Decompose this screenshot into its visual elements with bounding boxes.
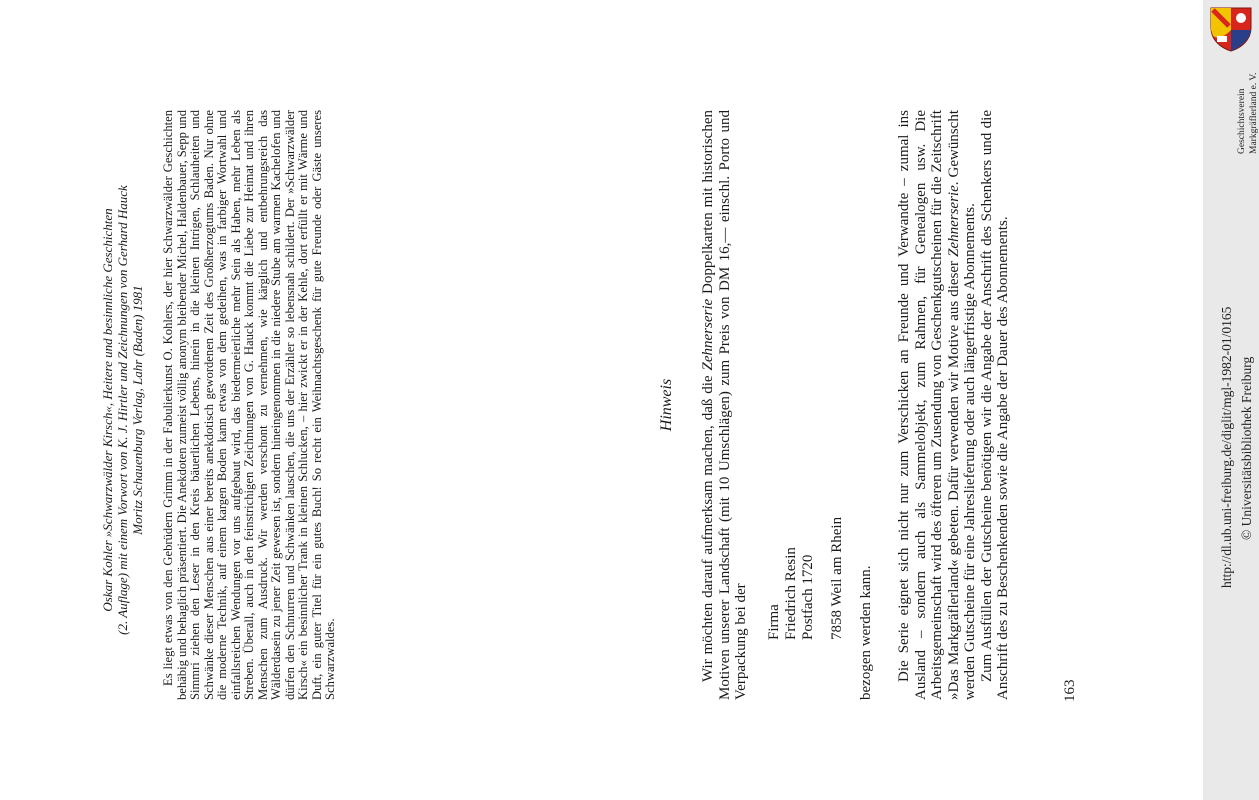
- hinweis-intro-text-end: Doppelkarten mit historischen Motiven unserer Landschaft (mit 10 Umschlägen) zum Preis von DM 16,— einschl. Porto und Verpackung bei der: [700, 110, 749, 700]
- vendor-address: [766, 110, 846, 640]
- address-line: Friedrich Resin: [782, 547, 799, 640]
- review-body-text: Es liegt etwas von den Gebrüdern Grimm in der Fabulierkunst O. Kohlers, der hier Schwarzwälder Geschichten behäbig und behaglich präsentiert. Die Anekdoten zumeist völlig anonym bleibender Michel, Haldenbauer, Sepp und Simmri ziehen den Leser in den Kreis bäuerlichen Lebens, hinein in die kleinen Intrigen, Schlauheiten und Schwänke dieser Menschen aus einer bereits anekdotisch gewordenen Zeit des Großherzogtums Baden. Nur ohne die moderne Technik, auf einem kargen Boden kann etwas von dem gedeihen, was in farbiger Wortwahl und einfallsreichen Wendungen vor uns aufgebaut wird, das biedermeierliche mehr Sein als Haben, mehr Leben als Streben. Überall, auch in den feinstrichigen Zeichnungen von G. Hauck kommt die Liebe zur Heimat und ihren Menschen zum Ausdruck. Wir werden verschont zu vernehmen, wie kärglich und entbehrungsreich das Wälderdasein zu jener Zeit gewesen ist, sondern hineingenommen in die niedere Stube am warmen Kachelofen und dürfen den Schnurren und Schwänken lauschen, die uns der Erzähler so lebensnah schildert. Der »Schwarzwälder Kirsch« ein besinnlicher Trank in kleinen Schlucken, – hier zwickt er in der Kehle, dort erfüllt er mit Wärme und Duft, ein guter Titel für ein gutes Buch! So recht ein Weihnachtsgeschenk für gute Freunde oder Gäste unseres Schwarzwaldes.: [161, 110, 337, 700]
- review-header: [100, 150, 145, 670]
- crest-icon: [1207, 6, 1255, 52]
- review-header-line: Oskar Kohler »Schwarzwälder Kirsch«, Heitere und besinnliche Geschichten: [100, 208, 115, 612]
- address-line: Firma: [765, 604, 782, 640]
- hinweis-intro-emphasis: Zehnerserie: [700, 298, 716, 371]
- hinweis-para2-emphasis: Zehnerserie: [945, 185, 962, 257]
- hinweis-title: Hinweis: [658, 378, 675, 432]
- hinweis-para2-text: Die Serie eignet sich nicht nur zum Verschicken an Freunde und Verwandte – zumal ins Ausland – sondern auch als Sammelobjekt, zum Rahmen, für Genealogen usw. Die Arbeitsgemeinschaft wird des öfteren um Zusendung von Geschenkgutscheinen für die Zeitschrift »Das Markgräflerland« gebeten. Dafür verwenden wir Motive aus dieser: [896, 110, 962, 700]
- hinweis-body: [700, 110, 1012, 700]
- hinweis-para2-text-end: . Gewünscht werden Gutscheine für eine Jahreslieferung oder auch längerfristige Abonnements.: [945, 110, 978, 700]
- review-header-line: Moritz Schauenburg Verlag, Lahr (Baden) 1981: [130, 285, 145, 535]
- hinweis-intro-text: Wir möchten darauf aufmerksam machen, daß die: [700, 370, 716, 682]
- copyright-notice: © Universitätsbibliothek Freiburg: [1239, 356, 1254, 540]
- address-line: Postfach 1720: [799, 554, 816, 640]
- review-header-line: (2. Auflage) mit einem Vorwort von K. J. Hirtler und Zeichnungen von Gerhard Hauck: [115, 185, 130, 635]
- society-name-line1: Geschichtsverein: [1237, 88, 1247, 154]
- hinweis-paragraph-2: [896, 110, 979, 700]
- hinweis-bezogen: bezogen werden kann.: [857, 565, 874, 700]
- address-line: 7858 Weil am Rhein: [828, 516, 845, 640]
- page-number: 163: [1062, 679, 1078, 702]
- hinweis-paragraph-3: Zum Ausfüllen der Gutscheine benötigen wir die Angabe der Anschrift des Schenkers und die Anschrift des zu Beschenkenden sowie die Angabe der Dauer des Abonnements.: [978, 110, 1011, 700]
- hinweis-intro: [700, 110, 750, 700]
- document-url-link[interactable]: http://dl.ub.uni-freiburg.de/diglit/mgl-1982-01/0165: [1219, 306, 1234, 588]
- society-name-line2: Markgräflerland e. V.: [1249, 72, 1259, 154]
